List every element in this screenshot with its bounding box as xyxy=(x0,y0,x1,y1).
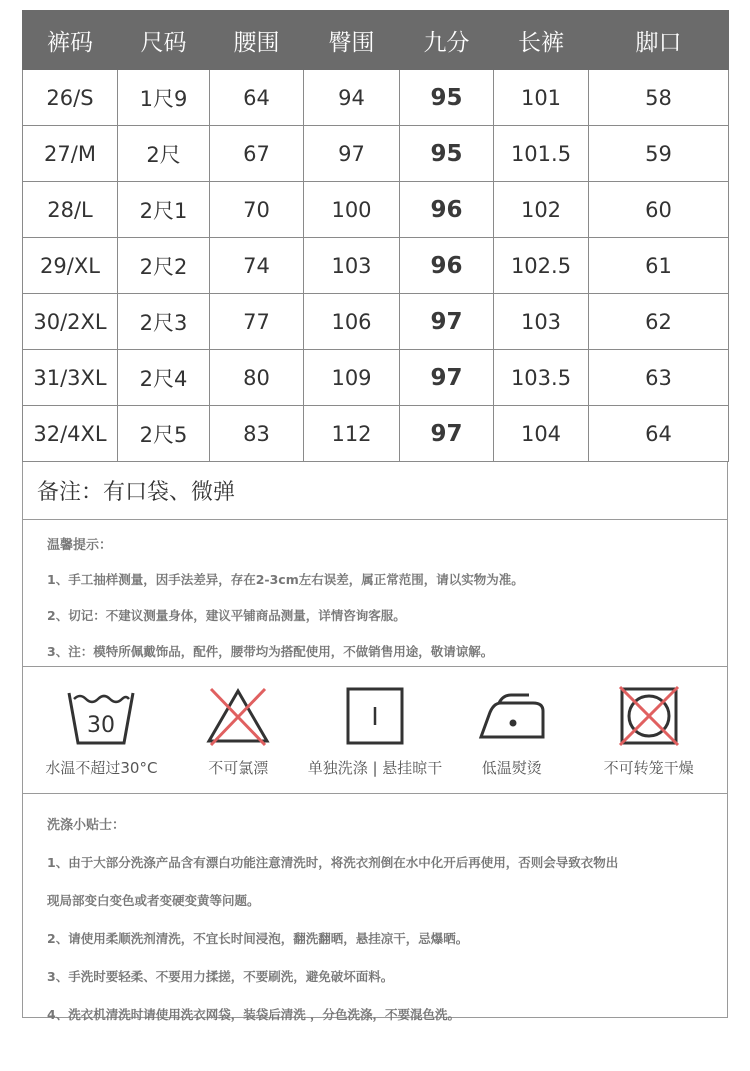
remark-row xyxy=(22,462,728,520)
cell-full-length: 104 xyxy=(494,406,589,462)
cell-full-length: 102 xyxy=(494,182,589,238)
cell-leg-opening: 61 xyxy=(589,238,729,294)
care-item-no-tumble-dry xyxy=(580,685,717,793)
cell-waist: 67 xyxy=(210,126,304,182)
low-iron-icon xyxy=(477,685,547,747)
cell-nine-tenths-length: 97 xyxy=(400,350,494,406)
tips-line: 2、切记：不建议测量身体，建议平铺商品测量，详情咨询客服。 xyxy=(47,608,406,623)
cell-nine-tenths-length: 95 xyxy=(400,70,494,126)
header-hip: 臀围 xyxy=(304,11,400,70)
tips-title: 温馨提示： xyxy=(47,538,113,553)
cell-full-length: 101.5 xyxy=(494,126,589,182)
cell-pants-size: 32/4XL xyxy=(23,406,118,462)
tips-line: 3、注：模特所佩戴饰品，配件，腰带均为搭配使用，不做销售用途，敬请谅解。 xyxy=(47,644,494,659)
cell-full-length: 101 xyxy=(494,70,589,126)
wash-tips-line: 2、请使用柔顺洗剂清洗，不宜长时间浸泡，翻洗翻晒，悬挂凉干，忌爆晒。 xyxy=(47,931,469,946)
cell-hip: 94 xyxy=(304,70,400,126)
cell-leg-opening: 58 xyxy=(589,70,729,126)
cell-leg-opening: 60 xyxy=(589,182,729,238)
wash-tips-line: 4、洗衣机清洗时请使用洗衣网袋，装袋后清洗 ，分色洗涤，不要混色洗。 xyxy=(47,1007,461,1022)
cell-hip: 103 xyxy=(304,238,400,294)
wash-30-icon xyxy=(66,685,136,747)
cell-waist: 70 xyxy=(210,182,304,238)
cell-hip: 100 xyxy=(304,182,400,238)
care-label: 不可氯漂 xyxy=(208,759,269,777)
table-row xyxy=(23,126,729,182)
header-full-length: 长裤 xyxy=(494,11,589,70)
care-symbols-row xyxy=(22,667,728,794)
care-item-wash-30 xyxy=(33,685,170,793)
wash-tips-section xyxy=(22,794,728,1022)
cell-leg-opening: 64 xyxy=(589,406,729,462)
cell-pants-size: 27/M xyxy=(23,126,118,182)
cell-chi-size: 2尺2 xyxy=(118,238,210,294)
cell-pants-size: 29/XL xyxy=(23,238,118,294)
cell-chi-size: 2尺 xyxy=(118,126,210,182)
cell-nine-tenths-length: 97 xyxy=(400,294,494,350)
cell-waist: 77 xyxy=(210,294,304,350)
care-label: 水温不超过30°C xyxy=(45,759,158,777)
cell-leg-opening: 59 xyxy=(589,126,729,182)
cell-chi-size: 2尺4 xyxy=(118,350,210,406)
header-nine-tenths-length: 九分 xyxy=(400,11,494,70)
cell-nine-tenths-length: 97 xyxy=(400,406,494,462)
remark-text: 备注：有口袋、微弹 xyxy=(37,480,236,505)
size-table xyxy=(22,10,729,462)
cell-chi-size: 2尺1 xyxy=(118,182,210,238)
cell-waist: 74 xyxy=(210,238,304,294)
table-row xyxy=(23,294,729,350)
cell-chi-size: 2尺3 xyxy=(118,294,210,350)
cell-full-length: 102.5 xyxy=(494,238,589,294)
cell-full-length: 103 xyxy=(494,294,589,350)
cell-leg-opening: 62 xyxy=(589,294,729,350)
care-item-no-bleach xyxy=(170,685,307,793)
table-row xyxy=(23,406,729,462)
care-label: 不可转笼干燥 xyxy=(603,759,694,777)
care-label: 低温熨烫 xyxy=(481,759,542,777)
cell-hip: 112 xyxy=(304,406,400,462)
cell-waist: 80 xyxy=(210,350,304,406)
cell-hip: 97 xyxy=(304,126,400,182)
cell-pants-size: 26/S xyxy=(23,70,118,126)
care-label: 单独洗涤 | 悬挂晾干 xyxy=(307,759,443,777)
wash-tips-title: 洗涤小贴士： xyxy=(47,818,126,833)
header-chi-size: 尺码 xyxy=(118,11,210,70)
cell-pants-size: 28/L xyxy=(23,182,118,238)
size-chart-sheet xyxy=(22,10,728,1022)
cell-pants-size: 30/2XL xyxy=(23,294,118,350)
cell-chi-size: 1尺9 xyxy=(118,70,210,126)
cell-leg-opening: 63 xyxy=(589,350,729,406)
header-pants-size: 裤码 xyxy=(23,11,118,70)
size-table-header-row xyxy=(23,11,729,70)
header-waist: 腰围 xyxy=(210,11,304,70)
cell-hip: 106 xyxy=(304,294,400,350)
no-tumble-dry-icon xyxy=(614,685,684,747)
hang-dry-icon xyxy=(340,685,410,747)
tips-line: 1、手工抽样测量，因手法差异，存在2-3cm左右误差，属正常范围，请以实物为准。 xyxy=(47,572,524,587)
cell-nine-tenths-length: 95 xyxy=(400,126,494,182)
tips-section xyxy=(22,520,728,667)
cell-waist: 83 xyxy=(210,406,304,462)
table-row xyxy=(23,70,729,126)
wash-temp-text: 30 xyxy=(87,713,116,738)
no-bleach-icon xyxy=(203,685,273,747)
cell-full-length: 103.5 xyxy=(494,350,589,406)
cell-waist: 64 xyxy=(210,70,304,126)
wash-tips-line: 3、手洗时要轻柔、不要用力揉搓，不要刷洗，避免破坏面料。 xyxy=(47,969,394,984)
size-table-body xyxy=(23,70,729,462)
cell-chi-size: 2尺5 xyxy=(118,406,210,462)
cell-nine-tenths-length: 96 xyxy=(400,238,494,294)
table-row xyxy=(23,350,729,406)
wash-tips-line: 1、由于大部分洗涤产品含有漂白功能注意清洗时，将洗衣剂倒在水中化开后再使用，否则会导致衣物出 xyxy=(47,855,619,870)
table-row xyxy=(23,182,729,238)
table-row xyxy=(23,238,729,294)
cell-nine-tenths-length: 96 xyxy=(400,182,494,238)
wash-tips-line: 现局部变白变色或者变硬变黄等问题。 xyxy=(47,893,260,908)
header-leg-opening: 脚口 xyxy=(589,11,729,70)
cell-hip: 109 xyxy=(304,350,400,406)
care-item-low-iron xyxy=(443,685,580,793)
care-item-hang-dry xyxy=(307,685,444,793)
cell-pants-size: 31/3XL xyxy=(23,350,118,406)
